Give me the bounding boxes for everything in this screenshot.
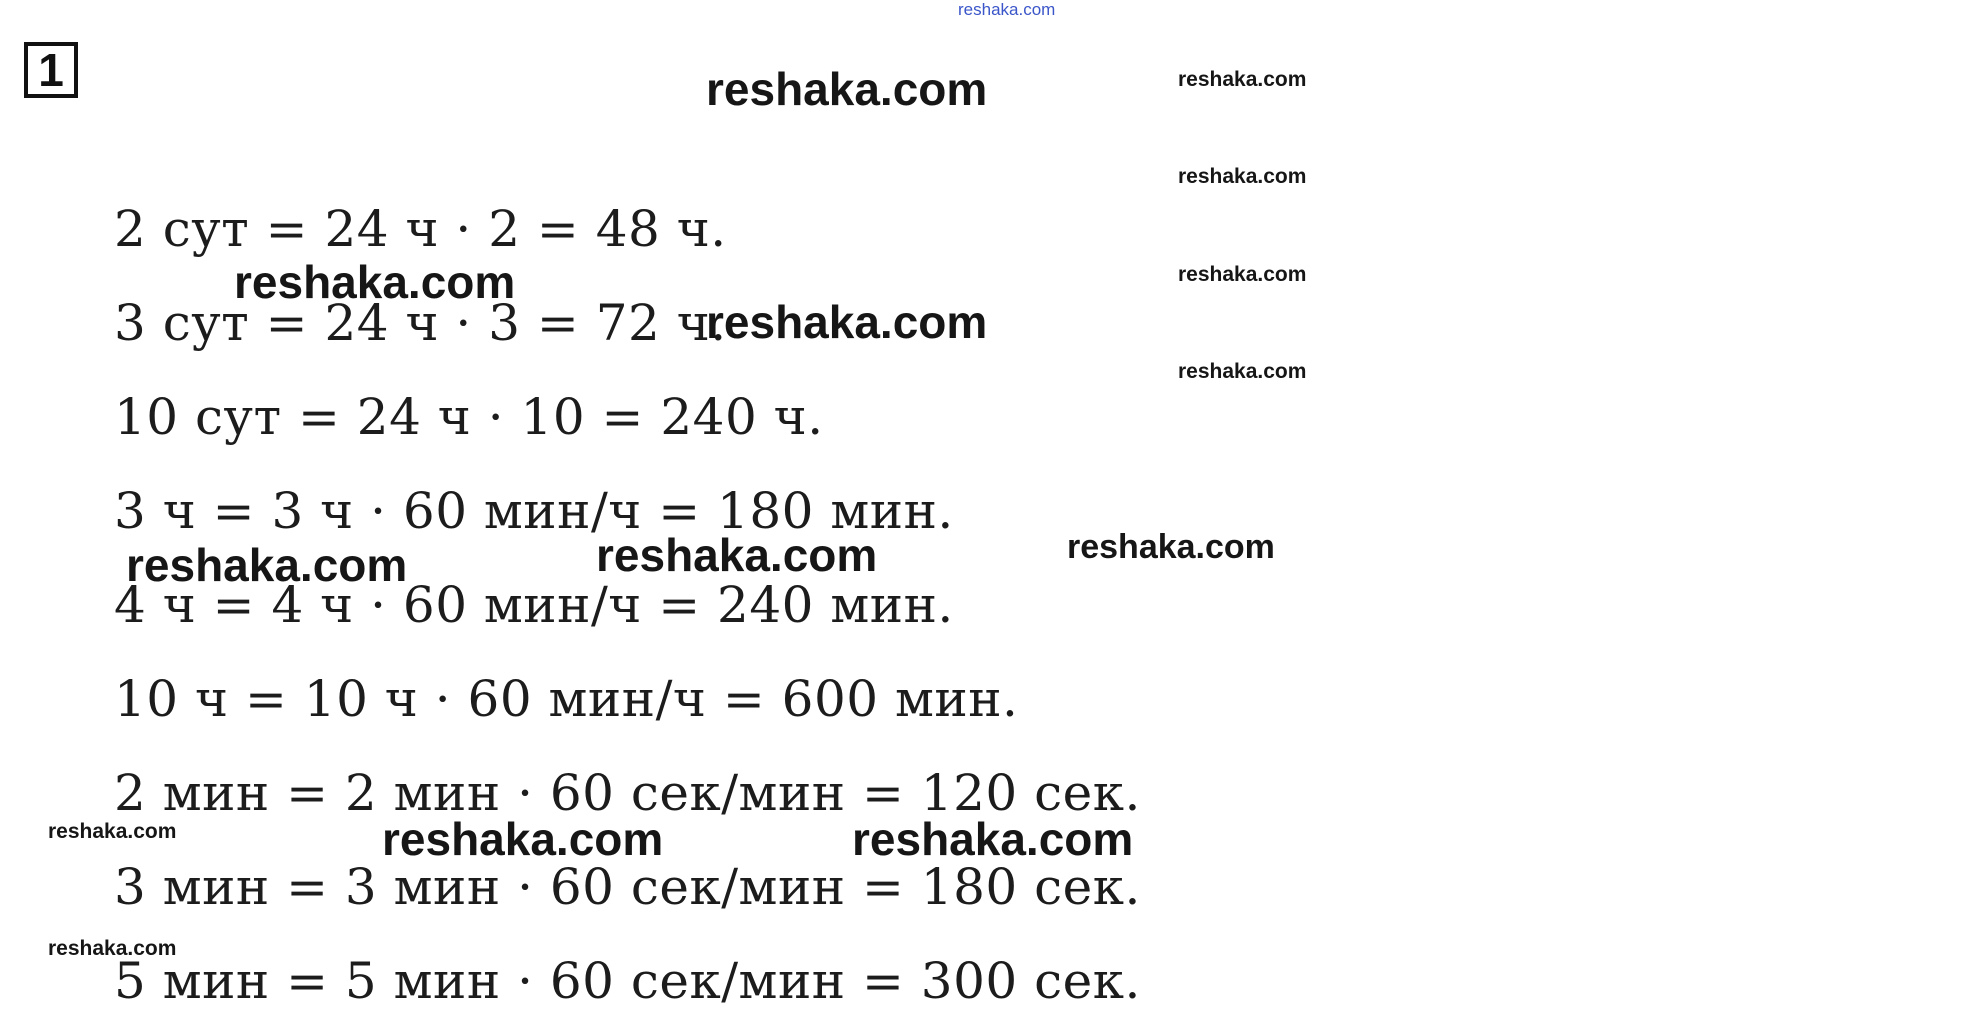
- watermark-tiny: reshaka.com: [958, 0, 1056, 19]
- watermark: reshaka.com: [706, 296, 988, 348]
- watermark: reshaka.com: [706, 63, 988, 115]
- watermark: reshaka.com: [126, 539, 408, 591]
- watermark-small: reshaka.com: [1178, 360, 1307, 383]
- equation-line: 10 ч = 10 ч · 60 мин/ч = 600 мин.: [114, 670, 1019, 728]
- watermark-small: reshaka.com: [1178, 263, 1307, 286]
- equation-line: 2 мин = 2 мин · 60 сек/мин = 120 сек.: [114, 764, 1141, 822]
- watermark: reshaka.com: [234, 256, 516, 308]
- watermark: reshaka.com: [1067, 528, 1275, 566]
- watermark: reshaka.com: [382, 813, 664, 865]
- equation-line: 3 мин = 3 мин · 60 сек/мин = 180 сек.: [114, 858, 1141, 916]
- watermark-small: reshaka.com: [1178, 165, 1307, 188]
- equation-line: 4 ч = 4 ч · 60 мин/ч = 240 мин.: [114, 576, 954, 634]
- equation-line: 3 ч = 3 ч · 60 мин/ч = 180 мин.: [114, 482, 954, 540]
- watermark-small: reshaka.com: [48, 937, 177, 960]
- equation-line: 2 сут = 24 ч · 2 = 48 ч.: [114, 200, 727, 258]
- equation-line: 3 сут = 24 ч · 3 = 72 ч.: [114, 294, 727, 352]
- watermark-small: reshaka.com: [1178, 68, 1307, 91]
- equation-line: 5 мин = 5 мин · 60 сек/мин = 300 сек.: [114, 952, 1141, 1010]
- watermark: reshaka.com: [852, 813, 1134, 865]
- equation-line: 10 сут = 24 ч · 10 = 240 ч.: [114, 388, 824, 446]
- problem-number-box: 1: [24, 42, 78, 98]
- watermark-small: reshaka.com: [48, 820, 177, 843]
- watermark: reshaka.com: [596, 529, 878, 581]
